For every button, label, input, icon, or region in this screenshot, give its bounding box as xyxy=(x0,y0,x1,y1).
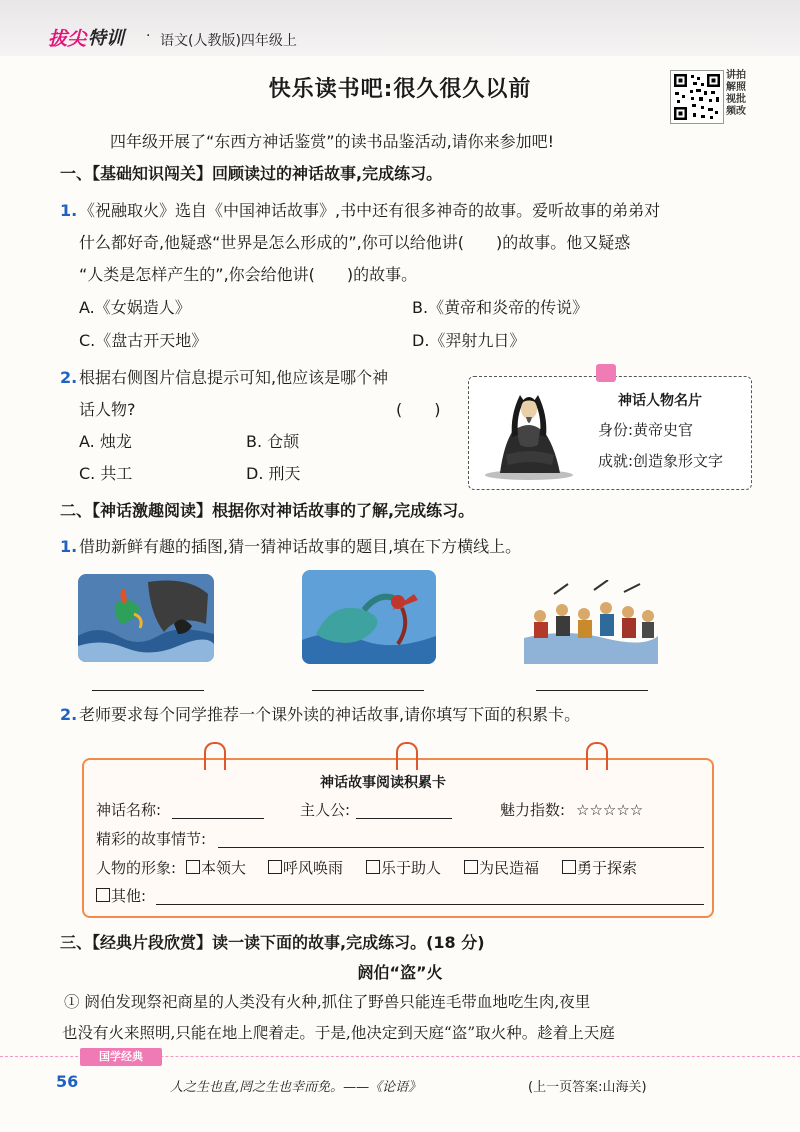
q2-option-c[interactable]: C. 共工 xyxy=(79,464,133,483)
answer-line-1[interactable] xyxy=(92,690,204,691)
ring-left xyxy=(204,742,226,770)
q1-option-b[interactable]: B.《黄帝和炎帝的传说》 xyxy=(412,298,589,317)
hero-label: 主人公: xyxy=(300,801,351,819)
q2-line2: 话人物? xyxy=(79,400,136,419)
hero-field[interactable] xyxy=(356,818,452,819)
s2-q2-number: 2. xyxy=(60,705,78,724)
trait-option-2[interactable]: 呼风唤雨 xyxy=(268,858,343,878)
q1-option-d[interactable]: D.《羿射九日》 xyxy=(412,331,526,350)
illustration-3 xyxy=(524,580,658,664)
s2-q2-text: 老师要求每个同学推荐一个课外读的神话故事,请你填写下面的积累卡。 xyxy=(79,705,581,724)
card-identity: 身份:黄帝史官 xyxy=(598,421,694,439)
acc-title: 神话故事阅读积累卡 xyxy=(320,775,446,791)
section2-heading: 二、【神话激趣阅读】根据你对神话故事的了解,完成练习。 xyxy=(60,501,475,520)
checkbox-icon[interactable] xyxy=(464,860,478,874)
checkbox-icon[interactable] xyxy=(562,860,576,874)
q1-option-a[interactable]: A.《女娲造人》 xyxy=(79,298,191,317)
illustration-1 xyxy=(78,574,214,662)
card-title: 神话人物名片 xyxy=(618,393,702,409)
other-field[interactable] xyxy=(156,904,704,905)
trait-option-other[interactable]: 其他: xyxy=(96,886,146,906)
plot-label: 精彩的故事情节: xyxy=(96,830,207,848)
q2-answer-paren[interactable]: ( ) xyxy=(396,400,441,419)
book-name: 语文(人教版)四年级上 xyxy=(160,33,297,49)
previous-answer: (上一页答案:山海关) xyxy=(528,1080,647,1095)
section3-heading: 三、【经典片段欣赏】读一读下面的故事,完成练习。(18 分) xyxy=(60,933,485,952)
answer-line-3[interactable] xyxy=(536,690,648,691)
q2-line1: 根据右侧图片信息提示可知,他应该是哪个神 xyxy=(79,368,389,387)
page-title: 快乐读书吧:很久很久以前 xyxy=(268,77,532,102)
pin-tab xyxy=(596,364,616,382)
myth-name-field[interactable] xyxy=(172,818,264,819)
trait-option-5[interactable]: 勇于探索 xyxy=(562,858,637,878)
myth-name-label: 神话名称: xyxy=(96,801,162,819)
story-title: 阏伯“盗”火 xyxy=(357,963,443,982)
q2-number: 2. xyxy=(60,368,78,387)
qr-caption: 讲拍解照视批频改 xyxy=(726,70,746,117)
trait-option-4[interactable]: 为民造福 xyxy=(464,858,539,878)
story-paragraph-line1: ① 阏伯发现祭祀商星的人类没有火种,抓住了野兽只能连毛带血地吃生肉,夜里 xyxy=(64,993,591,1011)
brand-logo: 拔尖 xyxy=(48,28,87,50)
s2-q1-number: 1. xyxy=(60,537,78,556)
q2-option-d[interactable]: D. 刑天 xyxy=(246,464,301,483)
footer-quote: 人之生也直,罔之生也幸而免。——《论语》 xyxy=(170,1080,422,1095)
q2-option-a[interactable]: A. 烛龙 xyxy=(79,432,132,451)
q1-option-c[interactable]: C.《盘古开天地》 xyxy=(79,331,208,350)
charm-stars[interactable]: ☆☆☆☆☆ xyxy=(576,801,644,819)
charm-label: 魅力指数: xyxy=(500,801,566,819)
trait-option-1[interactable]: 本领大 xyxy=(186,858,246,878)
q2-option-b[interactable]: B. 仓颉 xyxy=(246,432,300,451)
story-paragraph-line2: 也没有火来照明,只能在地上爬着走。于是,他决定到天庭“盗”取火种。趁着上天庭 xyxy=(62,1024,615,1042)
checkbox-icon[interactable] xyxy=(366,860,380,874)
s2-q1-text: 借助新鲜有趣的插图,猜一猜神话故事的题目,填在下方横线上。 xyxy=(79,537,522,556)
card-achievement: 成就:创造象形文字 xyxy=(598,452,724,470)
traits-label: 人物的形象: xyxy=(96,859,177,877)
header-dot: · xyxy=(146,28,151,44)
trait-option-3[interactable]: 乐于助人 xyxy=(366,858,441,878)
cangjie-illustration xyxy=(480,385,578,483)
ring-middle xyxy=(396,742,418,770)
page-number: 56 xyxy=(56,1072,79,1091)
checkbox-icon[interactable] xyxy=(96,888,110,902)
brand-sub: 特训 xyxy=(88,28,124,49)
plot-field[interactable] xyxy=(218,847,704,848)
section1-heading: 一、【基础知识闯关】回顾读过的神话故事,完成练习。 xyxy=(60,164,443,183)
q1-line3: “人类是怎样产生的”,你会给他讲( )的故事。 xyxy=(79,265,418,284)
qr-code-icon[interactable] xyxy=(670,70,724,124)
q1-number: 1. xyxy=(60,201,78,220)
checkbox-icon[interactable] xyxy=(186,860,200,874)
footer-tag: 国学经典 xyxy=(80,1048,162,1066)
ring-right xyxy=(586,742,608,770)
answer-line-2[interactable] xyxy=(312,690,424,691)
illustration-2 xyxy=(302,570,436,664)
intro-text: 四年级开展了“东西方神话鉴赏”的读书品鉴活动,请你来参加吧! xyxy=(110,132,555,151)
checkbox-icon[interactable] xyxy=(268,860,282,874)
q1-line2: 什么都好奇,他疑惑“世界是怎么形成的”,你可以给他讲( )的故事。他又疑惑 xyxy=(79,233,631,252)
q1-line1: 《祝融取火》选自《中国神话故事》,书中还有很多神奇的故事。爱听故事的弟弟对 xyxy=(79,201,661,220)
